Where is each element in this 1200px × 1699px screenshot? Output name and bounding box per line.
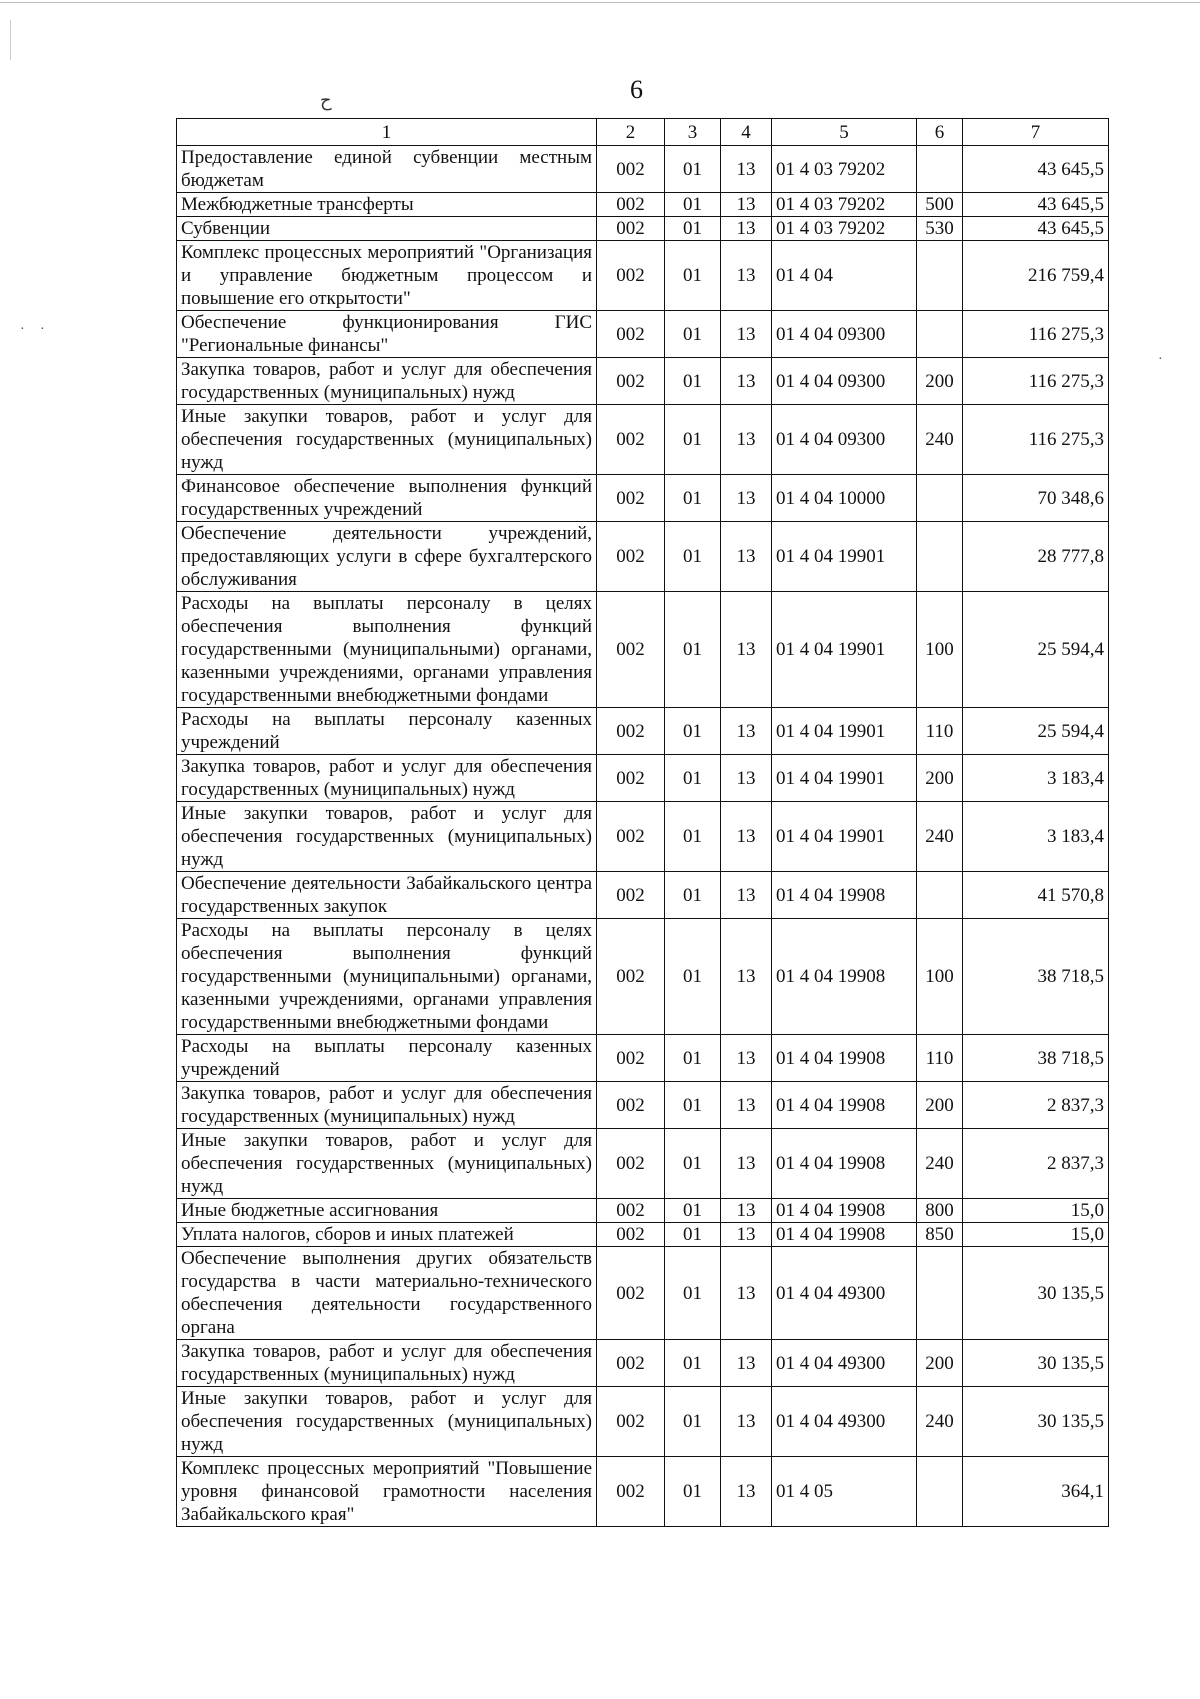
row-target-article: 01 4 04 19901	[772, 708, 917, 755]
scan-dot: ·	[1158, 352, 1163, 367]
row-amount: 3 183,4	[963, 755, 1109, 802]
row-ministry-code: 002	[597, 1387, 665, 1457]
row-amount: 25 594,4	[963, 708, 1109, 755]
row-description: Обеспечение выполнения других обязательств государства в части материально-технического обеспечения деятельности государственного органа	[177, 1247, 597, 1340]
row-amount: 116 275,3	[963, 405, 1109, 475]
row-section: 01	[665, 405, 721, 475]
row-section: 01	[665, 1129, 721, 1199]
row-target-article: 01 4 03 79202	[772, 193, 917, 217]
row-section: 01	[665, 592, 721, 708]
row-amount: 116 275,3	[963, 358, 1109, 405]
row-description: Предоставление единой субвенции местным бюджетам	[177, 146, 597, 193]
row-section: 01	[665, 872, 721, 919]
row-target-article: 01 4 04 09300	[772, 311, 917, 358]
table-row	[177, 405, 1109, 475]
row-subsection: 13	[721, 592, 772, 708]
row-expense-type	[917, 475, 963, 522]
row-expense-type: 200	[917, 1340, 963, 1387]
row-section: 01	[665, 475, 721, 522]
row-target-article: 01 4 03 79202	[772, 217, 917, 241]
row-subsection: 13	[721, 193, 772, 217]
row-section: 01	[665, 1457, 721, 1527]
row-description: Комплекс процессных мероприятий "Организация и управление бюджетным процессом и повышение его открытости"	[177, 241, 597, 311]
row-target-article: 01 4 05	[772, 1457, 917, 1527]
row-target-article: 01 4 04 19908	[772, 1223, 917, 1247]
row-amount: 15,0	[963, 1199, 1109, 1223]
page-number: 6	[630, 75, 643, 104]
row-ministry-code: 002	[597, 311, 665, 358]
row-ministry-code: 002	[597, 241, 665, 311]
row-ministry-code: 002	[597, 1199, 665, 1223]
row-expense-type: 800	[917, 1199, 963, 1223]
row-ministry-code: 002	[597, 405, 665, 475]
table-row	[177, 475, 1109, 522]
row-ministry-code: 002	[597, 1223, 665, 1247]
row-description: Расходы на выплаты персоналу казенных учреждений	[177, 1035, 597, 1082]
row-target-article: 01 4 04 19908	[772, 872, 917, 919]
row-ministry-code: 002	[597, 592, 665, 708]
row-amount: 25 594,4	[963, 592, 1109, 708]
row-description: Расходы на выплаты персоналу в целях обеспечения выполнения функций государственными (муниципальными) органами, казенными учреждениями, органами управления государственными внебюджетными фондами	[177, 919, 597, 1035]
table-row	[177, 708, 1109, 755]
row-description: Закупка товаров, работ и услуг для обеспечения государственных (муниципальных) нужд	[177, 1082, 597, 1129]
row-target-article: 01 4 04 19901	[772, 522, 917, 592]
table-row	[177, 592, 1109, 708]
column-header: 1	[177, 119, 597, 146]
table-row	[177, 919, 1109, 1035]
column-header: 7	[963, 119, 1109, 146]
row-ministry-code: 002	[597, 475, 665, 522]
row-subsection: 13	[721, 872, 772, 919]
row-expense-type: 100	[917, 592, 963, 708]
table-row	[177, 802, 1109, 872]
row-section: 01	[665, 708, 721, 755]
table-row	[177, 1082, 1109, 1129]
row-expense-type	[917, 241, 963, 311]
row-description: Обеспечение деятельности учреждений, предоставляющих услуги в сфере бухгалтерского обслуживания	[177, 522, 597, 592]
row-expense-type	[917, 522, 963, 592]
row-target-article: 01 4 04	[772, 241, 917, 311]
row-ministry-code: 002	[597, 1035, 665, 1082]
row-section: 01	[665, 1199, 721, 1223]
row-ministry-code: 002	[597, 802, 665, 872]
row-target-article: 01 4 04 19901	[772, 592, 917, 708]
row-section: 01	[665, 522, 721, 592]
row-ministry-code: 002	[597, 708, 665, 755]
row-description: Финансовое обеспечение выполнения функций государственных учреждений	[177, 475, 597, 522]
table-row	[177, 1035, 1109, 1082]
row-description: Закупка товаров, работ и услуг для обеспечения государственных (муниципальных) нужд	[177, 1340, 597, 1387]
row-amount: 364,1	[963, 1457, 1109, 1527]
row-amount: 28 777,8	[963, 522, 1109, 592]
row-ministry-code: 002	[597, 755, 665, 802]
row-target-article: 01 4 04 49300	[772, 1247, 917, 1340]
table-row	[177, 1199, 1109, 1223]
row-target-article: 01 4 04 49300	[772, 1340, 917, 1387]
row-ministry-code: 002	[597, 522, 665, 592]
table-row	[177, 755, 1109, 802]
table-header-row	[177, 119, 1109, 146]
row-amount: 30 135,5	[963, 1340, 1109, 1387]
row-expense-type	[917, 311, 963, 358]
row-section: 01	[665, 1223, 721, 1247]
row-amount: 116 275,3	[963, 311, 1109, 358]
row-description: Расходы на выплаты персоналу казенных учреждений	[177, 708, 597, 755]
row-subsection: 13	[721, 522, 772, 592]
row-description: Межбюджетные трансферты	[177, 193, 597, 217]
table-row	[177, 193, 1109, 217]
row-section: 01	[665, 919, 721, 1035]
row-expense-type: 850	[917, 1223, 963, 1247]
row-expense-type: 530	[917, 217, 963, 241]
row-amount: 41 570,8	[963, 872, 1109, 919]
row-ministry-code: 002	[597, 919, 665, 1035]
row-expense-type: 200	[917, 755, 963, 802]
row-subsection: 13	[721, 1387, 772, 1457]
row-subsection: 13	[721, 1199, 772, 1223]
row-section: 01	[665, 1035, 721, 1082]
row-amount: 3 183,4	[963, 802, 1109, 872]
row-subsection: 13	[721, 1082, 772, 1129]
row-ministry-code: 002	[597, 193, 665, 217]
row-expense-type: 240	[917, 405, 963, 475]
row-subsection: 13	[721, 217, 772, 241]
row-expense-type: 240	[917, 802, 963, 872]
row-subsection: 13	[721, 708, 772, 755]
row-target-article: 01 4 04 19901	[772, 802, 917, 872]
row-subsection: 13	[721, 1223, 772, 1247]
row-subsection: 13	[721, 405, 772, 475]
row-amount: 43 645,5	[963, 217, 1109, 241]
row-ministry-code: 002	[597, 1247, 665, 1340]
row-expense-type: 110	[917, 708, 963, 755]
row-ministry-code: 002	[597, 217, 665, 241]
row-expense-type	[917, 1247, 963, 1340]
row-amount: 43 645,5	[963, 193, 1109, 217]
row-description: Комплекс процессных мероприятий "Повышение уровня финансовой грамотности населения Забайкальского края"	[177, 1457, 597, 1527]
row-target-article: 01 4 04 09300	[772, 358, 917, 405]
row-description: Иные закупки товаров, работ и услуг для обеспечения государственных (муниципальных) нужд	[177, 405, 597, 475]
budget-table	[176, 118, 1109, 1527]
table-row	[177, 217, 1109, 241]
row-ministry-code: 002	[597, 1129, 665, 1199]
row-section: 01	[665, 358, 721, 405]
column-header: 6	[917, 119, 963, 146]
row-amount: 38 718,5	[963, 1035, 1109, 1082]
row-ministry-code: 002	[597, 872, 665, 919]
row-description: Субвенции	[177, 217, 597, 241]
row-description: Иные закупки товаров, работ и услуг для обеспечения государственных (муниципальных) нужд	[177, 802, 597, 872]
row-ministry-code: 002	[597, 1457, 665, 1527]
row-expense-type: 500	[917, 193, 963, 217]
row-subsection: 13	[721, 475, 772, 522]
row-amount: 216 759,4	[963, 241, 1109, 311]
row-expense-type	[917, 146, 963, 193]
row-subsection: 13	[721, 1247, 772, 1340]
row-expense-type	[917, 1457, 963, 1527]
table-row	[177, 146, 1109, 193]
row-description: Закупка товаров, работ и услуг для обеспечения государственных (муниципальных) нужд	[177, 358, 597, 405]
scan-edge-line	[0, 2, 1200, 3]
table-row	[177, 1457, 1109, 1527]
row-expense-type	[917, 872, 963, 919]
table-row	[177, 522, 1109, 592]
row-expense-type: 200	[917, 1082, 963, 1129]
row-description: Расходы на выплаты персоналу в целях обеспечения выполнения функций государственными (муниципальными) органами, казенными учреждениями, органами управления государственными внебюджетными фондами	[177, 592, 597, 708]
row-expense-type: 240	[917, 1129, 963, 1199]
column-header: 2	[597, 119, 665, 146]
row-subsection: 13	[721, 146, 772, 193]
row-description: Уплата налогов, сборов и иных платежей	[177, 1223, 597, 1247]
row-amount: 70 348,6	[963, 475, 1109, 522]
row-subsection: 13	[721, 358, 772, 405]
column-header: 3	[665, 119, 721, 146]
row-subsection: 13	[721, 1129, 772, 1199]
table-row	[177, 872, 1109, 919]
row-target-article: 01 4 04 49300	[772, 1387, 917, 1457]
row-section: 01	[665, 802, 721, 872]
row-description: Иные закупки товаров, работ и услуг для обеспечения государственных (муниципальных) нужд	[177, 1129, 597, 1199]
table-row	[177, 1340, 1109, 1387]
row-subsection: 13	[721, 241, 772, 311]
row-expense-type: 240	[917, 1387, 963, 1457]
scan-margin-mark	[10, 20, 13, 60]
row-section: 01	[665, 755, 721, 802]
row-section: 01	[665, 193, 721, 217]
row-expense-type: 100	[917, 919, 963, 1035]
row-amount: 2 837,3	[963, 1129, 1109, 1199]
row-section: 01	[665, 1082, 721, 1129]
row-target-article: 01 4 03 79202	[772, 146, 917, 193]
row-target-article: 01 4 04 19908	[772, 1199, 917, 1223]
row-amount: 43 645,5	[963, 146, 1109, 193]
row-subsection: 13	[721, 1457, 772, 1527]
row-subsection: 13	[721, 802, 772, 872]
row-expense-type: 200	[917, 358, 963, 405]
row-ministry-code: 002	[597, 1082, 665, 1129]
row-ministry-code: 002	[597, 146, 665, 193]
row-target-article: 01 4 04 19901	[772, 755, 917, 802]
row-section: 01	[665, 311, 721, 358]
row-target-article: 01 4 04 09300	[772, 405, 917, 475]
row-target-article: 01 4 04 10000	[772, 475, 917, 522]
table-row	[177, 311, 1109, 358]
stray-pen-mark: ﺡ	[320, 90, 332, 110]
row-ministry-code: 002	[597, 1340, 665, 1387]
row-subsection: 13	[721, 311, 772, 358]
row-section: 01	[665, 146, 721, 193]
row-section: 01	[665, 1387, 721, 1457]
row-description: Иные бюджетные ассигнования	[177, 1199, 597, 1223]
row-subsection: 13	[721, 1340, 772, 1387]
row-section: 01	[665, 241, 721, 311]
table-row	[177, 1129, 1109, 1199]
row-description: Обеспечение функционирования ГИС "Региональные финансы"	[177, 311, 597, 358]
column-header: 4	[721, 119, 772, 146]
row-description: Закупка товаров, работ и услуг для обеспечения государственных (муниципальных) нужд	[177, 755, 597, 802]
row-section: 01	[665, 217, 721, 241]
row-description: Иные закупки товаров, работ и услуг для обеспечения государственных (муниципальных) нужд	[177, 1387, 597, 1457]
row-section: 01	[665, 1247, 721, 1340]
row-target-article: 01 4 04 19908	[772, 1082, 917, 1129]
row-expense-type: 110	[917, 1035, 963, 1082]
row-amount: 15,0	[963, 1223, 1109, 1247]
row-description: Обеспечение деятельности Забайкальского центра государственных закупок	[177, 872, 597, 919]
table-row	[177, 1387, 1109, 1457]
table-row	[177, 241, 1109, 311]
scan-dot: ·	[20, 322, 25, 337]
row-amount: 38 718,5	[963, 919, 1109, 1035]
scan-dot: ·	[40, 322, 45, 337]
row-target-article: 01 4 04 19908	[772, 1035, 917, 1082]
row-section: 01	[665, 1340, 721, 1387]
row-amount: 30 135,5	[963, 1387, 1109, 1457]
row-subsection: 13	[721, 1035, 772, 1082]
table-row	[177, 1247, 1109, 1340]
row-target-article: 01 4 04 19908	[772, 1129, 917, 1199]
row-amount: 2 837,3	[963, 1082, 1109, 1129]
row-target-article: 01 4 04 19908	[772, 919, 917, 1035]
row-amount: 30 135,5	[963, 1247, 1109, 1340]
table-row	[177, 1223, 1109, 1247]
table-row	[177, 358, 1109, 405]
row-subsection: 13	[721, 919, 772, 1035]
column-header: 5	[772, 119, 917, 146]
row-ministry-code: 002	[597, 358, 665, 405]
row-subsection: 13	[721, 755, 772, 802]
